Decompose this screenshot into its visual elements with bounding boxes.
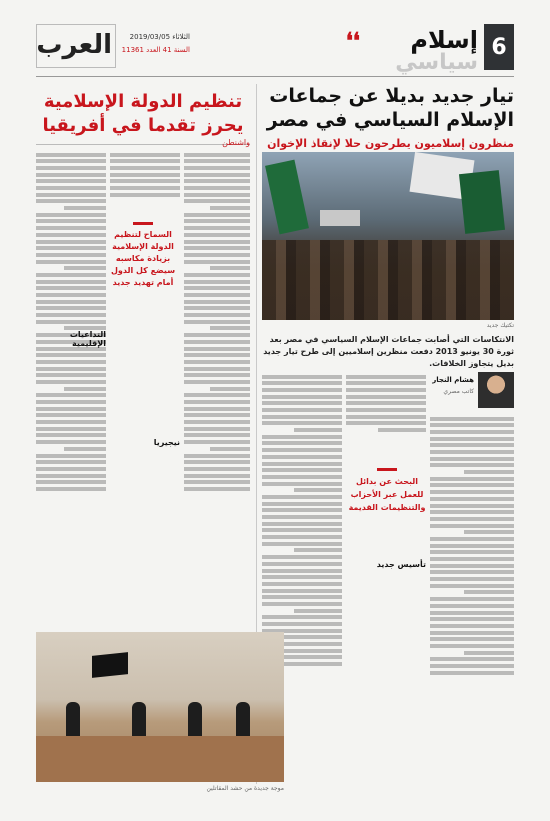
left-subhead-2: نيجيريا bbox=[153, 438, 180, 447]
body-text-line bbox=[210, 206, 250, 210]
body-text-line bbox=[262, 508, 342, 512]
body-text-line bbox=[430, 570, 514, 574]
left-pull-quote bbox=[108, 222, 178, 289]
body-text-line bbox=[184, 293, 250, 297]
body-text-line bbox=[36, 433, 106, 437]
body-text-line bbox=[184, 367, 250, 371]
body-text-line bbox=[184, 420, 250, 424]
body-text-line bbox=[346, 388, 426, 392]
body-text-line bbox=[184, 233, 250, 237]
body-text-line bbox=[184, 480, 250, 484]
body-text-line bbox=[36, 320, 106, 324]
body-text-line bbox=[36, 487, 106, 491]
body-text-line bbox=[262, 375, 342, 379]
photo-flag bbox=[92, 652, 128, 678]
left-photo-caption: موجة جديدة من حشد المقاتلين bbox=[206, 785, 284, 792]
body-text-line bbox=[36, 233, 106, 237]
body-text-line bbox=[346, 408, 426, 412]
body-text-line bbox=[36, 253, 106, 257]
body-text-line bbox=[346, 415, 426, 419]
left-subhead-1: التداعيات الإقليمية bbox=[69, 330, 106, 348]
body-text-line bbox=[184, 153, 250, 157]
main-subheadline: منظرون إسلاميون يطرحون حلا لإنقاذ الإخوان bbox=[267, 137, 514, 150]
body-text-line bbox=[430, 617, 514, 621]
body-text-line bbox=[210, 387, 250, 391]
body-text-line bbox=[184, 373, 250, 377]
body-text-line bbox=[262, 502, 342, 506]
body-text-line bbox=[184, 306, 250, 310]
body-text-line bbox=[210, 266, 250, 270]
body-text-line bbox=[184, 467, 250, 471]
body-text-line bbox=[184, 280, 250, 284]
body-text-line bbox=[430, 644, 514, 648]
body-text-line bbox=[64, 206, 106, 210]
body-text-line bbox=[262, 622, 342, 626]
body-text-line bbox=[262, 555, 342, 559]
body-text-line bbox=[36, 159, 106, 163]
main-story-photo bbox=[262, 152, 514, 320]
body-text-line bbox=[110, 179, 180, 183]
body-text-line bbox=[430, 597, 514, 601]
body-text-line bbox=[184, 260, 250, 264]
body-text-line bbox=[36, 293, 106, 297]
body-text-line bbox=[184, 193, 250, 197]
body-text-line bbox=[430, 550, 514, 554]
body-text-line bbox=[430, 544, 514, 548]
body-text-line bbox=[262, 408, 342, 412]
body-text-line bbox=[36, 420, 106, 424]
body-text-line bbox=[430, 624, 514, 628]
body-text-line bbox=[262, 441, 342, 445]
body-text-line bbox=[262, 569, 342, 573]
body-text-line bbox=[184, 487, 250, 491]
body-text-line bbox=[184, 300, 250, 304]
body-text-line bbox=[36, 380, 106, 384]
main-pull-quote bbox=[348, 468, 426, 514]
body-text-line bbox=[184, 199, 250, 203]
body-text-line bbox=[36, 173, 106, 177]
body-text-line bbox=[262, 595, 342, 599]
body-text-line bbox=[430, 637, 514, 641]
body-text-line bbox=[184, 240, 250, 244]
body-text-line bbox=[184, 400, 250, 404]
body-text-line bbox=[430, 537, 514, 541]
body-text-line bbox=[430, 564, 514, 568]
body-text-line bbox=[36, 400, 106, 404]
left-story-header bbox=[36, 90, 250, 138]
body-text-line bbox=[36, 240, 106, 244]
body-text-line bbox=[36, 179, 106, 183]
body-text-line bbox=[36, 460, 106, 464]
body-text-line bbox=[184, 273, 250, 277]
body-text-line bbox=[184, 460, 250, 464]
body-text-line bbox=[430, 457, 514, 461]
body-text-line bbox=[184, 173, 250, 177]
body-text-line bbox=[430, 524, 514, 528]
photo-ground bbox=[36, 736, 284, 782]
author-role: كاتب مصري bbox=[443, 388, 474, 395]
masthead bbox=[36, 24, 514, 75]
body-text-line bbox=[36, 193, 106, 197]
body-text-line bbox=[430, 423, 514, 427]
body-text-line bbox=[36, 360, 106, 364]
left-body-col-1 bbox=[184, 150, 250, 628]
body-text-line bbox=[110, 166, 180, 170]
body-text-line bbox=[36, 153, 106, 157]
body-text-line bbox=[430, 671, 514, 675]
main-lead: الانتكاسات التي أصابت جماعات الإسلام السياسي في مصر بعد ثورة 30 يونيو 2013 دفعت منظرين إسلاميين إلى طرح تيار جديد بديل يتجاوز الخلافات. bbox=[263, 335, 514, 368]
body-text-line bbox=[262, 542, 342, 546]
body-text-line bbox=[262, 435, 342, 439]
body-text-line bbox=[430, 557, 514, 561]
issue-info bbox=[120, 31, 190, 57]
main-photo-caption: تكتيك جديد bbox=[486, 322, 514, 329]
left-body-col-3 bbox=[36, 150, 106, 628]
body-text-line bbox=[184, 159, 250, 163]
body-text-line bbox=[294, 428, 342, 432]
author-box bbox=[428, 372, 514, 412]
main-body-col-1 bbox=[430, 414, 514, 784]
body-text-line bbox=[184, 380, 250, 384]
body-text-line bbox=[346, 381, 426, 385]
body-text-line bbox=[36, 280, 106, 284]
body-text-line bbox=[262, 575, 342, 579]
body-text-line bbox=[430, 483, 514, 487]
body-text-line bbox=[430, 577, 514, 581]
main-story-header bbox=[262, 84, 514, 151]
body-text-line bbox=[184, 179, 250, 183]
body-text-line bbox=[430, 430, 514, 434]
body-text-line bbox=[262, 475, 342, 479]
body-text-line bbox=[36, 353, 106, 357]
newspaper-logo: العرب bbox=[36, 30, 112, 60]
body-text-line bbox=[184, 253, 250, 257]
body-text-line bbox=[36, 474, 106, 478]
body-text-line bbox=[184, 246, 250, 250]
body-text-line bbox=[64, 387, 106, 391]
body-text-line bbox=[36, 393, 106, 397]
body-text-line bbox=[36, 480, 106, 484]
body-text-line bbox=[36, 273, 106, 277]
body-text-line bbox=[64, 447, 106, 451]
body-text-line bbox=[430, 450, 514, 454]
left-headline: تنظيم الدولة الإسلامية يحرز تقدما في أفريقيا bbox=[42, 91, 244, 136]
body-text-line bbox=[346, 395, 426, 399]
body-text-line bbox=[430, 517, 514, 521]
body-text-line bbox=[184, 213, 250, 217]
body-text-line bbox=[110, 193, 180, 197]
body-text-line bbox=[184, 286, 250, 290]
body-text-line bbox=[430, 477, 514, 481]
body-text-line bbox=[294, 548, 342, 552]
photo-flag bbox=[265, 160, 309, 235]
left-pull-quote-text: السماح لتنظيم الدولة الإسلامية بزيادة مكاسبه سيضع كل الدول أمام تهديد جديد bbox=[110, 230, 176, 287]
body-text-line bbox=[184, 219, 250, 223]
body-text-line bbox=[184, 360, 250, 364]
body-text-line bbox=[184, 186, 250, 190]
body-text-line bbox=[184, 333, 250, 337]
body-text-line bbox=[110, 186, 180, 190]
body-text-line bbox=[262, 602, 342, 606]
body-text-line bbox=[64, 266, 106, 270]
body-text-line bbox=[430, 497, 514, 501]
body-text-line bbox=[430, 504, 514, 508]
author-avatar bbox=[478, 372, 514, 408]
body-text-line bbox=[36, 166, 106, 170]
body-text-line bbox=[430, 463, 514, 467]
body-text-line bbox=[36, 219, 106, 223]
body-text-line bbox=[36, 373, 106, 377]
body-text-line bbox=[36, 427, 106, 431]
body-text-line bbox=[36, 313, 106, 317]
body-text-line bbox=[378, 428, 426, 432]
body-text-line bbox=[36, 367, 106, 371]
body-text-line bbox=[36, 454, 106, 458]
body-text-line bbox=[262, 615, 342, 619]
masthead-rule bbox=[36, 76, 514, 77]
body-text-line bbox=[184, 407, 250, 411]
author-name: هشام النجار bbox=[432, 376, 474, 384]
pull-quote-bar bbox=[133, 222, 153, 225]
main-subhead-1: تأسيس جديد bbox=[376, 560, 426, 569]
body-text-line bbox=[36, 413, 106, 417]
body-text-line bbox=[184, 440, 250, 444]
body-text-line bbox=[294, 609, 342, 613]
body-text-line bbox=[346, 421, 426, 425]
body-text-line bbox=[110, 159, 180, 163]
body-text-line bbox=[346, 375, 426, 379]
body-text-line bbox=[430, 443, 514, 447]
photo-sign bbox=[320, 210, 360, 226]
body-text-line bbox=[430, 664, 514, 668]
body-text-line bbox=[346, 401, 426, 405]
body-text-line bbox=[430, 437, 514, 441]
body-text-line bbox=[262, 495, 342, 499]
body-text-line bbox=[430, 611, 514, 615]
body-text-line bbox=[110, 173, 180, 177]
body-text-line bbox=[430, 657, 514, 661]
body-text-line bbox=[262, 448, 342, 452]
body-text-line bbox=[262, 582, 342, 586]
body-text-line bbox=[36, 286, 106, 290]
body-text-line bbox=[184, 413, 250, 417]
issue-number: السنة 41 العدد 11361 bbox=[121, 46, 190, 54]
photo-crowd bbox=[262, 240, 514, 320]
body-text-line bbox=[262, 462, 342, 466]
left-story-photo bbox=[36, 632, 284, 782]
body-text-line bbox=[184, 347, 250, 351]
body-text-line bbox=[430, 604, 514, 608]
body-text-line bbox=[184, 226, 250, 230]
section-title-secondary: سياسي bbox=[395, 50, 478, 75]
body-text-line bbox=[262, 381, 342, 385]
body-text-line bbox=[262, 388, 342, 392]
body-text-line bbox=[36, 440, 106, 444]
pull-quote-bar bbox=[377, 468, 397, 471]
body-text-line bbox=[262, 528, 342, 532]
body-text-line bbox=[36, 186, 106, 190]
quote-mark-icon: ❛❛ bbox=[345, 28, 360, 54]
body-text-line bbox=[36, 226, 106, 230]
body-text-line bbox=[430, 510, 514, 514]
main-headline: تيار جديد بديلا عن جماعات الإسلام السياسي في مصر bbox=[266, 85, 514, 131]
body-text-line bbox=[210, 326, 250, 330]
body-text-line bbox=[184, 427, 250, 431]
body-text-line bbox=[184, 320, 250, 324]
body-text-line bbox=[36, 300, 106, 304]
section-number-badge: 6 bbox=[484, 24, 514, 70]
body-text-line bbox=[262, 401, 342, 405]
body-text-line bbox=[262, 395, 342, 399]
body-text-line bbox=[210, 447, 250, 451]
body-text-line bbox=[464, 470, 514, 474]
body-text-line bbox=[464, 530, 514, 534]
body-text-line bbox=[262, 522, 342, 526]
body-text-line bbox=[184, 353, 250, 357]
body-text-line bbox=[464, 651, 514, 655]
body-text-line bbox=[262, 421, 342, 425]
main-pull-quote-text: البحث عن بدائل للعمل عبر الأحزاب والتنظيمات القديمة bbox=[348, 477, 426, 512]
body-text-line bbox=[262, 468, 342, 472]
body-text-line bbox=[184, 454, 250, 458]
body-text-line bbox=[262, 562, 342, 566]
body-text-line bbox=[110, 153, 180, 157]
body-text-line bbox=[430, 417, 514, 421]
body-text-line bbox=[184, 340, 250, 344]
body-text-line bbox=[262, 455, 342, 459]
body-text-line bbox=[262, 415, 342, 419]
body-text-line bbox=[184, 313, 250, 317]
section-title bbox=[395, 26, 478, 75]
body-text-line bbox=[36, 306, 106, 310]
issue-date: الثلاثاء 2019/03/05 bbox=[129, 33, 190, 41]
body-text-line bbox=[430, 490, 514, 494]
body-text-line bbox=[430, 584, 514, 588]
body-text-line bbox=[294, 488, 342, 492]
left-byline: واشنطن bbox=[222, 138, 250, 147]
body-text-line bbox=[430, 631, 514, 635]
body-text-line bbox=[36, 260, 106, 264]
body-text-line bbox=[36, 246, 106, 250]
body-text-line bbox=[36, 407, 106, 411]
main-body-col-2 bbox=[346, 372, 426, 464]
body-text-line bbox=[262, 515, 342, 519]
body-text-line bbox=[36, 199, 106, 203]
body-text-line bbox=[36, 467, 106, 471]
section-title-primary: إسلام bbox=[410, 26, 478, 54]
body-text-line bbox=[262, 482, 342, 486]
body-text-line bbox=[184, 474, 250, 478]
body-text-line bbox=[184, 166, 250, 170]
body-text-line bbox=[184, 393, 250, 397]
left-body-col-2 bbox=[110, 150, 180, 220]
photo-flag bbox=[459, 170, 505, 234]
body-text-line bbox=[262, 589, 342, 593]
body-text-line bbox=[262, 535, 342, 539]
body-text-line bbox=[36, 213, 106, 217]
body-text-line bbox=[464, 590, 514, 594]
body-text-line bbox=[184, 433, 250, 437]
